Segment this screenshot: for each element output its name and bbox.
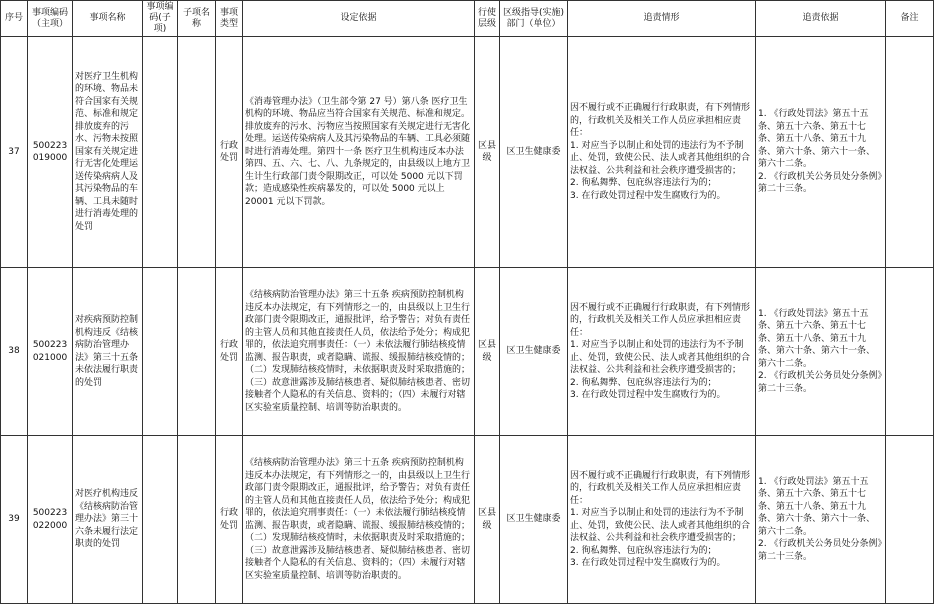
situation-item: 3. 在行政处罚过程中发生腐败行为的。 xyxy=(570,390,726,400)
accountability-item: 2. 《行政机关公务员处分条例》第二十三条。 xyxy=(758,371,882,394)
situation-item: 2. 徇私舞弊、包庇纵容违法行为的； xyxy=(570,377,717,388)
situation-item: 3. 在行政处罚过程中发生腐败行为的。 xyxy=(570,558,726,568)
header-type: 事项类型 xyxy=(216,1,243,37)
header-subcode: 事项编码(子项) xyxy=(143,1,178,37)
situation-item: 1. 对应当予以制止和处罚的违法行为不予制止、处罚，致使公民、法人或者其他组织的合法权益、公共利益和社会秩序遭受损害的； xyxy=(570,140,751,176)
cell-type: 行政处罚 xyxy=(216,268,243,436)
cell-subname xyxy=(178,268,216,436)
accountability-item: 1. 《行政处罚法》第五十五条、第五十六条、第五十七条、第五十八条、第五十九条、第六十条、第六十一条、第六十二条。 xyxy=(758,476,876,537)
cell-seq: 37 xyxy=(1,37,28,268)
cell-accountability-basis xyxy=(756,37,886,268)
cell-basis: 《结核病防治管理办法》第三十五条 疾病预防控制机构违反本办法规定，有下列情形之一的，由县级以上卫生行政部门责令限期改正，通报批评，给予警告；对负有责任的主管人员和其他直接责任人员，依法给予处分；构成犯罪的，依法追究刑事责任：（一）未依法履行肺结核疫情监测、报告职责，或者隐瞒、谎报、缓报肺结核疫情的；（二）发现肺结核疫情时，未依据职责及时采取措施的；（三）故意泄露涉及肺结核患者、疑似肺结核患者、密切接触者个人隐私的有关信息、资料的；（四）未履行对辖区实验室质量控制、培训等防治职责的。 xyxy=(243,436,475,604)
cell-code: 500223019000 xyxy=(28,37,73,268)
situation-intro: 因不履行或不正确履行行政职责，有下列情形的，行政机关及相关工作人员应承担相应责任： xyxy=(570,302,751,338)
header-situation: 追责情形 xyxy=(568,1,756,37)
cell-remark xyxy=(886,37,934,268)
header-code: 事项编码（主项） xyxy=(28,1,73,37)
cell-name: 对医疗卫生机构的环境、物品未符合国家有关规范、标准和规定排放废弃的污水、污物未按照国家有关规定进行无害化处理运送传染病病人及其污染物品的车辆、工具未随时进行消毒处理的处罚 xyxy=(73,37,143,268)
header-subname: 子项名称 xyxy=(178,1,216,37)
header-remark: 备注 xyxy=(886,1,934,37)
cell-seq: 38 xyxy=(1,268,28,436)
cell-subcode xyxy=(143,436,178,604)
cell-situation xyxy=(568,37,756,268)
accountability-item: 1. 《行政处罚法》第五十五条、第五十六条、第五十七条、第五十八条、第五十九条、第六十条、第六十一条、第六十二条。 xyxy=(758,109,876,170)
cell-accountability-basis xyxy=(756,268,886,436)
header-basis: 设定依据 xyxy=(243,1,475,37)
cell-dept: 区卫生健康委 xyxy=(500,436,568,604)
header-seq: 序号 xyxy=(1,1,28,37)
cell-basis: 《结核病防治管理办法》第三十五条 疾病预防控制机构违反本办法规定，有下列情形之一的，由县级以上卫生行政部门责令限期改正，通报批评，给予警告；对负有责任的主管人员和其他直接责任人员，依法给予处分；构成犯罪的，依法追究刑事责任：（一）未依法履行肺结核疫情监测、报告职责，或者隐瞒、谎报、缓报肺结核疫情的；（二）发现肺结核疫情时，未依据职责及时采取措施的；（三）故意泄露涉及肺结核患者、疑似肺结核患者、密切接触者个人隐私的有关信息、资料的；（四）未履行对辖区实验室质量控制、培训等防治职责的。 xyxy=(243,268,475,436)
situation-intro: 因不履行或不正确履行行政职责，有下列情形的，行政机关及相关工作人员应承担相应责任： xyxy=(570,103,751,138)
situation-item: 1. 对应当予以制止和处罚的违法行为不予制止、处罚，致使公民、法人或者其他组织的合法权益、公共利益和社会秩序遭受损害的； xyxy=(570,340,751,375)
table-row xyxy=(1,436,934,604)
cell-subcode xyxy=(143,268,178,436)
table-row xyxy=(1,37,934,268)
accountability-item: 1. 《行政处罚法》第五十五条、第五十六条、第五十七条、第五十八条、第五十九条、第六十条、第六十一条、第六十二条。 xyxy=(758,308,876,369)
cell-seq: 39 xyxy=(1,436,28,604)
cell-type: 行政处罚 xyxy=(216,436,243,604)
cell-remark xyxy=(886,436,934,604)
cell-situation xyxy=(568,268,756,436)
header-level: 行使层级 xyxy=(475,1,500,37)
cell-dept: 区卫生健康委 xyxy=(500,268,568,436)
cell-name: 对疾病预防控制机构违反《结核病防治管理办法》第三十五条未依法履行职责的处罚 xyxy=(73,268,143,436)
header-name: 事项名称 xyxy=(73,1,143,37)
cell-accountability-basis xyxy=(756,436,886,604)
cell-level: 区县级 xyxy=(475,37,500,268)
cell-level: 区县级 xyxy=(475,268,500,436)
cell-basis: 《消毒管理办法》（卫生部令第 27 号）第八条 医疗卫生机构的环境、物品应当符合国家有关规范、标准和规定。排放废弃的污水、污物应当按照国家有关规定进行无害化处理。运送传染病病人及其污染物品的车辆、工具必须随时进行消毒处理。第四十一条 医疗卫生机构违反本办法第四、五、六、七、八、九条规定的，由县级以上地方卫生计生行政部门责令限期改正，可以处 5000 元以下罚款；造成感染性疾病暴发的，可以处 5000 元以上 20001 元以下罚款。 xyxy=(243,37,475,268)
header-accountability-basis: 追责依据 xyxy=(756,1,886,37)
situation-item: 3. 在行政处罚过程中发生腐败行为的。 xyxy=(570,190,726,201)
cell-name: 对医疗机构违反《结核病防治管理办法》第三十六条未履行法定职责的处罚 xyxy=(73,436,143,604)
accountability-item: 2. 《行政机关公务员处分条例》第二十三条。 xyxy=(758,171,882,195)
cell-code: 500223021000 xyxy=(28,268,73,436)
situation-item: 1. 对应当予以制止和处罚的违法行为不予制止、处罚，致使公民、法人或者其他组织的合法权益、公共利益和社会秩序遭受损害的； xyxy=(570,508,751,543)
cell-level: 区县级 xyxy=(475,436,500,604)
cell-remark xyxy=(886,268,934,436)
table-row xyxy=(1,268,934,436)
cell-subname xyxy=(178,436,216,604)
cell-subname xyxy=(178,37,216,268)
header-dept: 区级指导(实施)部门（单位） xyxy=(500,1,568,37)
cell-type: 行政处罚 xyxy=(216,37,243,268)
header-row xyxy=(1,1,934,37)
situation-item: 2. 徇私舞弊、包庇纵容违法行为的； xyxy=(570,178,717,188)
cell-situation xyxy=(568,436,756,604)
situation-item: 2. 徇私舞弊、包庇纵容违法行为的； xyxy=(570,545,717,556)
cell-subcode xyxy=(143,37,178,268)
situation-intro: 因不履行或不正确履行行政职责，有下列情形的，行政机关及相关工作人员应承担相应责任： xyxy=(570,470,751,506)
cell-code: 500223022000 xyxy=(28,436,73,604)
cell-dept: 区卫生健康委 xyxy=(500,37,568,268)
accountability-item: 2. 《行政机关公务员处分条例》第二十三条。 xyxy=(758,539,882,562)
